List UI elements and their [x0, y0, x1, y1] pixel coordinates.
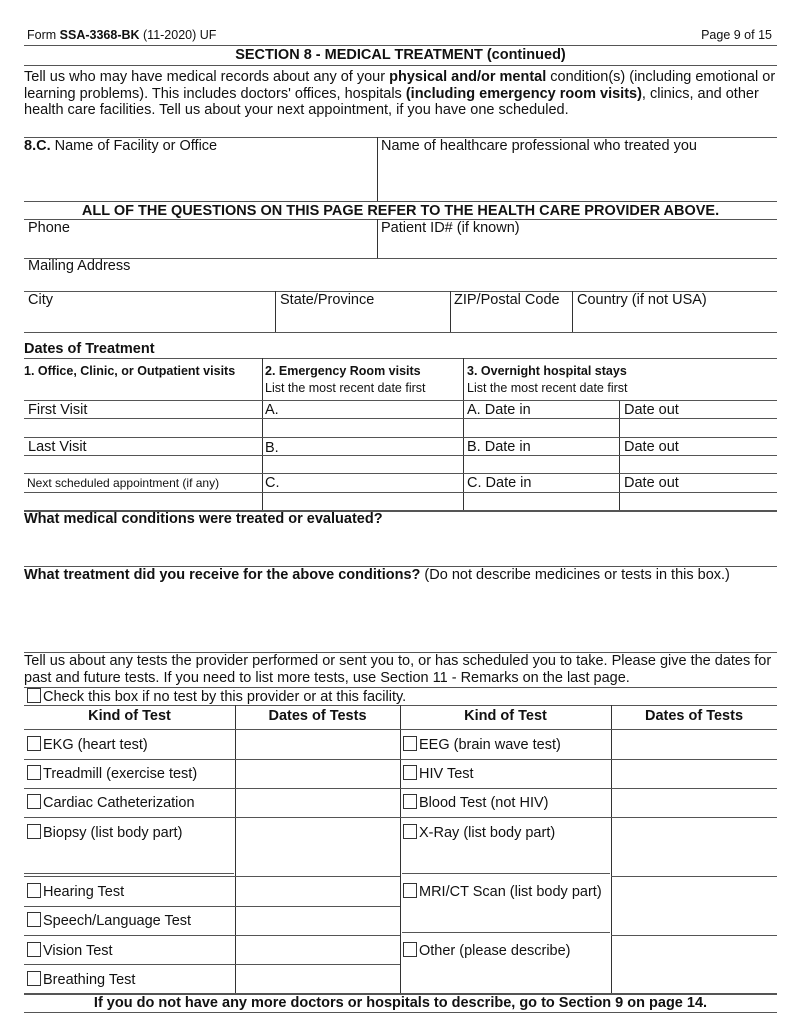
- intro-bold: (including emergency room visits): [405, 85, 642, 102]
- checkbox-icon[interactable]: [27, 736, 41, 751]
- test-label: Blood Test (not HIV): [419, 795, 549, 811]
- er-visit-a[interactable]: A.: [265, 402, 279, 418]
- divider: [24, 817, 777, 818]
- test-label: Vision Test: [43, 943, 113, 959]
- col2-header: 2. Emergency Room visits: [265, 364, 421, 378]
- kind-header-left: Kind of Test: [88, 708, 171, 724]
- test-label: Other (please describe): [419, 943, 571, 959]
- divider: [24, 358, 777, 359]
- country-field[interactable]: Country (if not USA): [577, 292, 707, 308]
- treatment-question-text: What treatment did you receive for the above conditions?: [24, 567, 421, 583]
- divider: [24, 1012, 777, 1013]
- patient-id-field[interactable]: Patient ID# (if known): [381, 220, 520, 236]
- no-test-checkbox[interactable]: [27, 688, 406, 705]
- all-questions-note: ALL OF THE QUESTIONS ON THIS PAGE REFER TO THE HEALTH CARE PROVIDER ABOVE.: [81, 203, 720, 219]
- test-cardiac-cath[interactable]: [27, 794, 195, 811]
- divider: [24, 876, 400, 877]
- date-in-c[interactable]: C. Date in: [467, 475, 532, 491]
- divider: [24, 935, 400, 936]
- test-label: EKG (heart test): [43, 737, 148, 753]
- checkbox-icon[interactable]: [27, 688, 41, 703]
- checkbox-icon[interactable]: [27, 794, 41, 809]
- test-label: HIV Test: [419, 766, 474, 782]
- professional-name-field[interactable]: Name of healthcare professional who treated you: [381, 138, 697, 154]
- treatment-question[interactable]: [24, 567, 776, 584]
- divider: [24, 873, 234, 874]
- dates-header-left: Dates of Tests: [268, 708, 367, 724]
- test-blood[interactable]: [403, 794, 549, 811]
- tests-intro: Tell us about any tests the provider performed or sent you to, or has scheduled you to take. Please give the dates for past and future tests. If you need to list more tests, use Section 11 - Remarks on the last page.: [24, 653, 772, 686]
- col2-subheader: List the most recent date first: [265, 381, 426, 395]
- divider: [572, 291, 573, 332]
- test-label: EEG (brain wave test): [419, 737, 561, 753]
- checkbox-icon[interactable]: [27, 971, 41, 986]
- date-out-b[interactable]: Date out: [624, 439, 679, 455]
- divider: [24, 332, 777, 333]
- test-treadmill[interactable]: [27, 765, 197, 782]
- test-vision[interactable]: [27, 942, 113, 959]
- divider: [262, 358, 263, 510]
- section-title: SECTION 8 - MEDICAL TREATMENT (continued): [235, 47, 566, 63]
- test-xray[interactable]: [403, 824, 555, 841]
- facility-name-field[interactable]: [24, 138, 217, 154]
- divider: [24, 906, 400, 907]
- divider: [24, 258, 777, 259]
- dates-title: Dates of Treatment: [24, 341, 155, 357]
- city-field[interactable]: City: [28, 292, 53, 308]
- checkbox-icon[interactable]: [403, 736, 417, 751]
- no-test-label: Check this box if no test by this provider or at this facility.: [43, 689, 407, 705]
- treatment-note: (Do not describe medicines or tests in this box.): [420, 567, 730, 583]
- divider: [24, 964, 400, 965]
- mailing-address-field[interactable]: Mailing Address: [28, 258, 131, 274]
- facility-label: Name of Facility or Office: [50, 138, 218, 154]
- checkbox-icon[interactable]: [27, 824, 41, 839]
- item-number: 8.C.: [24, 138, 51, 154]
- divider: [24, 759, 777, 760]
- page-number: Page 9 of 15: [701, 28, 772, 42]
- divider: [611, 876, 777, 877]
- checkbox-icon[interactable]: [27, 883, 41, 898]
- divider: [377, 219, 378, 258]
- test-label: Hearing Test: [43, 884, 125, 900]
- test-speech[interactable]: [27, 912, 191, 929]
- divider: [235, 705, 236, 993]
- date-in-a[interactable]: A. Date in: [467, 402, 531, 418]
- state-field[interactable]: State/Province: [280, 292, 375, 308]
- checkbox-icon[interactable]: [403, 824, 417, 839]
- checkbox-icon[interactable]: [403, 765, 417, 780]
- date-out-c[interactable]: Date out: [624, 475, 679, 491]
- divider: [377, 137, 378, 201]
- last-visit-field[interactable]: Last Visit: [28, 439, 87, 455]
- col3-subheader: List the most recent date first: [467, 381, 628, 395]
- divider: [24, 729, 777, 730]
- test-label: Biopsy (list body part): [43, 825, 183, 841]
- test-eeg[interactable]: [403, 736, 561, 753]
- kind-header-right: Kind of Test: [464, 708, 547, 724]
- date-out-a[interactable]: Date out: [624, 402, 679, 418]
- phone-field[interactable]: Phone: [28, 220, 70, 236]
- test-breathing[interactable]: [27, 971, 135, 988]
- divider: [24, 437, 777, 438]
- er-visit-b[interactable]: B.: [265, 440, 279, 456]
- divider: [24, 455, 777, 456]
- test-label: Treadmill (exercise test): [43, 766, 198, 782]
- test-label: Breathing Test: [43, 972, 136, 988]
- divider: [463, 358, 464, 510]
- first-visit-field[interactable]: First Visit: [28, 402, 88, 418]
- divider: [275, 291, 276, 332]
- test-ekg[interactable]: [27, 736, 148, 753]
- intro-text: condition(s) (including emotional or learning problems). This includes doctors' offices, hospitals: [24, 69, 776, 102]
- form-number: SSA-3368-BK: [59, 28, 140, 42]
- form-date: (11-2020) UF: [139, 28, 217, 42]
- test-label: Speech/Language Test: [43, 913, 192, 929]
- er-visit-c[interactable]: C.: [265, 475, 280, 491]
- dates-header-right: Dates of Tests: [644, 708, 744, 724]
- intro-text: Tell us who may have medical records about any of your: [24, 69, 390, 85]
- form-prefix: Form: [27, 28, 60, 42]
- divider: [611, 935, 777, 936]
- divider: [24, 492, 777, 493]
- col3-header: 3. Overnight hospital stays: [467, 364, 627, 378]
- col1-header: 1. Office, Clinic, or Outpatient visits: [24, 364, 236, 378]
- test-biopsy[interactable]: [27, 824, 182, 841]
- divider: [24, 473, 777, 474]
- footer-note: If you do not have any more doctors or hospitals to describe, go to Section 9 on page 14.: [93, 995, 708, 1011]
- divider: [400, 705, 401, 993]
- checkbox-icon[interactable]: [27, 942, 41, 957]
- divider: [450, 291, 451, 332]
- test-label: X-Ray (list body part): [419, 825, 556, 841]
- test-mri-ct[interactable]: [403, 883, 602, 900]
- divider: [611, 705, 612, 993]
- divider: [24, 65, 777, 66]
- divider: [24, 788, 777, 789]
- divider: [24, 400, 777, 401]
- checkbox-icon[interactable]: [27, 765, 41, 780]
- intro-text: , clinics, and other health care facilities. Tell us about your next appointment, if you have one scheduled.: [24, 85, 759, 118]
- divider: [24, 201, 777, 202]
- divider: [24, 418, 777, 419]
- zip-field[interactable]: ZIP/Postal Code: [454, 292, 560, 308]
- intro-paragraph: [24, 69, 776, 119]
- checkbox-icon[interactable]: [403, 794, 417, 809]
- checkbox-icon[interactable]: [403, 883, 417, 898]
- conditions-question[interactable]: What medical conditions were treated or evaluated?: [24, 511, 383, 527]
- divider: [402, 932, 610, 933]
- intro-bold: physical and/or mental: [389, 69, 547, 85]
- divider: [24, 45, 777, 46]
- form-id: [27, 27, 216, 43]
- divider: [402, 873, 610, 874]
- test-other[interactable]: [403, 942, 571, 959]
- test-hearing[interactable]: [27, 883, 124, 900]
- checkbox-icon[interactable]: [403, 942, 417, 957]
- next-appointment-field[interactable]: Next scheduled appointment (if any): [27, 476, 220, 490]
- checkbox-icon[interactable]: [27, 912, 41, 927]
- test-label: MRI/CT Scan (list body part): [419, 884, 602, 900]
- test-label: Cardiac Catheterization: [43, 795, 195, 811]
- test-hiv[interactable]: [403, 765, 474, 782]
- date-in-b[interactable]: B. Date in: [467, 439, 531, 455]
